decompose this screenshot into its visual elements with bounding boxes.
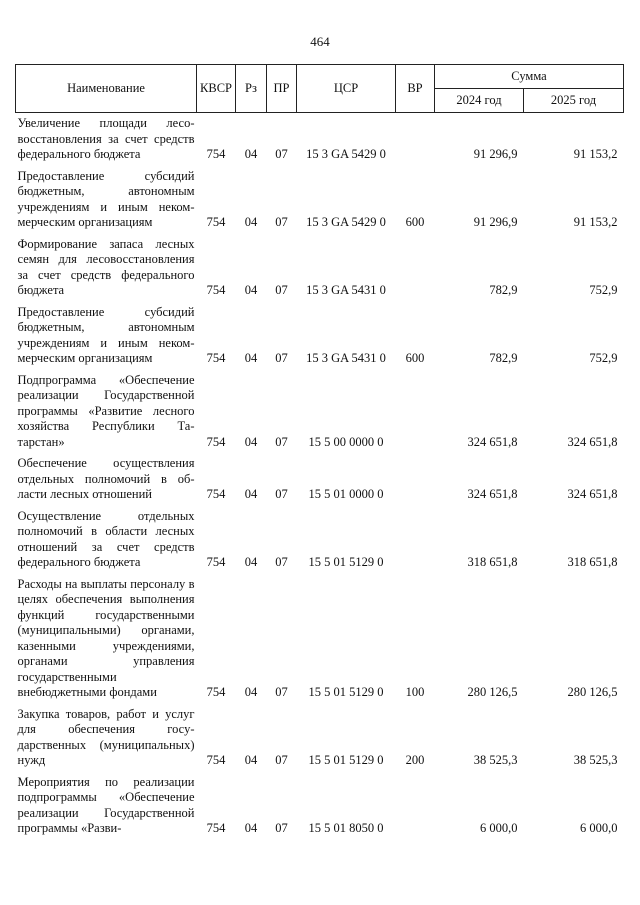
row-name: Закупка товаров, работ и услуг для обеспечения государственных (муниципальных) нужд bbox=[17, 706, 195, 767]
row-name: Формирование запаса лесных семян для лесовосстановления за счет средств федерального бюджета bbox=[17, 236, 195, 297]
row-csr: 15 3 GA 5429 0 bbox=[306, 147, 386, 161]
row-vr: 600 bbox=[405, 351, 425, 365]
row-kvsr: 754 bbox=[206, 434, 226, 449]
row-sum-2024: 38 525,3 bbox=[473, 753, 518, 767]
row-csr: 15 3 GA 5429 0 bbox=[306, 215, 386, 229]
row-sum-2024: 280 126,5 bbox=[467, 685, 518, 699]
row-vr bbox=[396, 370, 435, 454]
table-row bbox=[16, 234, 624, 302]
row-csr: 15 5 01 0000 0 bbox=[308, 487, 384, 501]
row-pr: 07 bbox=[275, 147, 288, 161]
row-rz: 04 bbox=[244, 487, 258, 501]
row-sum-2025: 752,9 bbox=[589, 351, 618, 365]
row-sum-2024: 6 000,0 bbox=[480, 821, 518, 835]
row-vr bbox=[396, 113, 435, 166]
row-vr: 100 bbox=[405, 685, 425, 699]
header-csr: ЦСР bbox=[297, 65, 396, 113]
row-sum-2025: 324 651,8 bbox=[567, 487, 618, 501]
row-rz: 04 bbox=[244, 434, 258, 449]
row-pr: 07 bbox=[275, 753, 288, 767]
row-sum-2024: 782,9 bbox=[489, 283, 518, 297]
table-row bbox=[16, 453, 624, 506]
row-sum-2024: 782,9 bbox=[489, 351, 518, 365]
page-number: 464 bbox=[310, 34, 330, 49]
row-sum-2025: 38 525,3 bbox=[573, 753, 618, 767]
row-pr: 07 bbox=[275, 434, 288, 449]
row-name: Мероприятия по реализации подпрограммы «Обеспечение реализации Государственной программы «Разви- bbox=[17, 774, 195, 835]
row-sum-2025: 91 153,2 bbox=[573, 215, 618, 229]
row-pr: 07 bbox=[275, 351, 288, 365]
row-name: Предоставление субсидий бюджетным, автономным учреждениям и иным некоммерческим организациям bbox=[17, 168, 195, 229]
row-csr: 15 5 01 5129 0 bbox=[308, 753, 384, 767]
row-kvsr: 754 bbox=[206, 821, 226, 835]
row-rz: 04 bbox=[244, 685, 258, 699]
row-kvsr: 754 bbox=[206, 685, 226, 699]
row-vr: 600 bbox=[405, 215, 425, 229]
row-sum-2025: 324 651,8 bbox=[567, 434, 618, 449]
row-csr: 15 5 01 8050 0 bbox=[308, 821, 384, 835]
table-row bbox=[16, 166, 624, 234]
row-rz: 04 bbox=[244, 351, 258, 365]
row-kvsr: 754 bbox=[206, 215, 226, 229]
table-header bbox=[16, 65, 624, 113]
row-pr: 07 bbox=[275, 555, 288, 569]
row-rz: 04 bbox=[244, 821, 258, 835]
header-year-2025: 2025 год bbox=[524, 89, 624, 113]
header-pr: ПР bbox=[267, 65, 297, 113]
row-rz: 04 bbox=[244, 555, 258, 569]
header-kvsr: КВСР bbox=[197, 65, 236, 113]
row-kvsr: 754 bbox=[206, 147, 226, 161]
row-vr bbox=[396, 506, 435, 574]
row-vr bbox=[396, 772, 435, 840]
row-pr: 07 bbox=[275, 487, 288, 501]
header-year-2024: 2024 год bbox=[435, 89, 524, 113]
row-kvsr: 754 bbox=[206, 753, 226, 767]
header-rz: Рз bbox=[236, 65, 267, 113]
row-csr: 15 3 GA 5431 0 bbox=[306, 351, 386, 365]
row-kvsr: 754 bbox=[206, 487, 226, 501]
row-pr: 07 bbox=[275, 215, 288, 229]
row-kvsr: 754 bbox=[206, 555, 226, 569]
row-sum-2025: 318 651,8 bbox=[567, 555, 618, 569]
row-vr: 200 bbox=[405, 753, 425, 767]
row-sum-2024: 318 651,8 bbox=[467, 555, 518, 569]
row-sum-2024: 324 651,8 bbox=[467, 434, 518, 449]
row-name: Подпрограмма «Обеспечение реализации Государственной программы «Развитие лесного хозяйства Республики Татарстан» bbox=[17, 372, 195, 449]
table-row bbox=[16, 113, 624, 166]
row-csr: 15 5 01 5129 0 bbox=[308, 685, 384, 699]
row-rz: 04 bbox=[244, 215, 258, 229]
row-name: Увеличение площади лесовосстановления за счет средств федерального бюджета bbox=[17, 116, 195, 161]
row-name: Расходы на выплаты персоналу в целях обеспечения выполнения функций государственными (муниципальными) органами, казенными учреждениями, органами управления государственными внебюджетными фондами bbox=[17, 576, 195, 699]
table-row bbox=[16, 574, 624, 704]
row-name: Обеспечение осуществления отдельных полномочий в области лесных отношений bbox=[17, 456, 195, 501]
header-vr: ВР bbox=[396, 65, 435, 113]
table-row bbox=[16, 370, 624, 454]
row-kvsr: 754 bbox=[206, 351, 226, 365]
row-sum-2025: 91 153,2 bbox=[573, 147, 618, 161]
row-csr: 15 5 01 5129 0 bbox=[308, 555, 384, 569]
budget-table bbox=[15, 64, 624, 840]
row-name: Предоставление субсидий бюджетным, автономным учреждениям и иным некоммерческим организациям bbox=[17, 304, 195, 365]
table-row bbox=[16, 302, 624, 370]
row-pr: 07 bbox=[275, 821, 288, 835]
row-sum-2025: 280 126,5 bbox=[567, 685, 618, 699]
row-sum-2025: 752,9 bbox=[589, 283, 618, 297]
row-name: Осуществление отдельных полномочий в области лесных отношений за счет средств федерального бюджета bbox=[17, 508, 195, 569]
header-name: Наименование bbox=[16, 65, 197, 113]
row-vr bbox=[396, 453, 435, 506]
row-csr: 15 5 00 0000 0 bbox=[308, 434, 384, 449]
row-csr: 15 3 GA 5431 0 bbox=[306, 283, 386, 297]
table-row bbox=[16, 772, 624, 840]
row-sum-2024: 91 296,9 bbox=[473, 147, 518, 161]
header-sum: Сумма bbox=[435, 65, 624, 89]
table-body bbox=[16, 113, 624, 840]
row-pr: 07 bbox=[275, 685, 288, 699]
row-sum-2024: 91 296,9 bbox=[473, 215, 518, 229]
row-kvsr: 754 bbox=[206, 283, 226, 297]
row-rz: 04 bbox=[244, 283, 258, 297]
row-pr: 07 bbox=[275, 283, 288, 297]
row-sum-2025: 6 000,0 bbox=[580, 821, 618, 835]
row-rz: 04 bbox=[244, 147, 258, 161]
row-rz: 04 bbox=[244, 753, 258, 767]
table-row bbox=[16, 704, 624, 772]
row-sum-2024: 324 651,8 bbox=[467, 487, 518, 501]
table-row bbox=[16, 506, 624, 574]
row-vr bbox=[396, 234, 435, 302]
